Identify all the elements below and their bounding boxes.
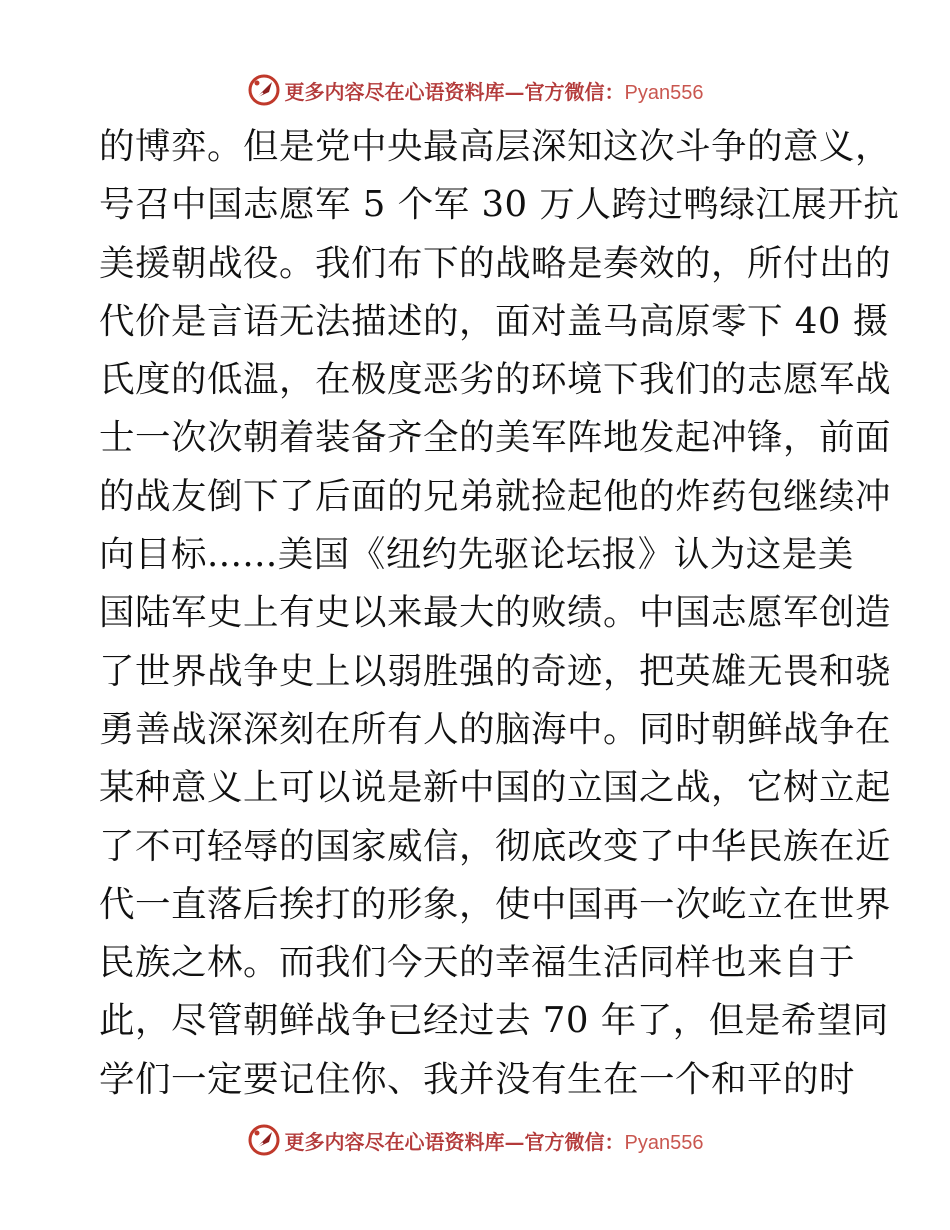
footer-watermark: [0, 1120, 950, 1160]
quill-logo-icon: [247, 1123, 281, 1157]
text-line: 某种意义上可以说是新中国的立国之战，它树立起: [99, 767, 892, 809]
text-line: 代价是言语无法描述的，面对盖马高原零下 40 摄: [99, 300, 889, 342]
text-line: 民族之林。而我们今天的幸福生活同样也来自于: [99, 942, 856, 984]
body-text: [99, 118, 900, 1109]
watermark-handle: Pyan556: [624, 1131, 704, 1154]
quill-logo-icon: [247, 73, 281, 107]
watermark-text: 更多内容尽在心语资料库—官方微信：Pyan556: [284, 79, 704, 104]
text-line: 氏度的低温，在极度恶劣的环境下我们的志愿军战: [99, 359, 892, 401]
text-line: 了不可轻辱的国家威信，彻底改变了中华民族在近: [99, 825, 892, 867]
text-line: 士一次次朝着装备齐全的美军阵地发起冲锋，前面: [99, 417, 892, 459]
text-line: 学们一定要记住你、我并没有生在一个和平的时: [99, 1058, 856, 1100]
watermark-handle: Pyan556: [624, 81, 704, 104]
header-watermark: [0, 70, 950, 110]
text-line: 的博弈。但是党中央最高层深知这次斗争的意义，: [99, 126, 892, 167]
watermark-text: 更多内容尽在心语资料库—官方微信：Pyan556: [284, 1129, 704, 1154]
text-line: 的战友倒下了后面的兄弟就捡起他的炸药包继续冲: [99, 475, 892, 517]
text-line: 代一直落后挨打的形象，使中国再一次屹立在世界: [99, 883, 892, 925]
text-line: 勇善战深深刻在所有人的脑海中。同时朝鲜战争在: [99, 708, 892, 750]
text-line: 此，尽管朝鲜战争已经过去 70 年了，但是希望同: [99, 1000, 889, 1042]
text-line: 了世界战争史上以弱胜强的奇迹，把英雄无畏和骁: [99, 650, 892, 692]
text-line: 号召中国志愿军 5 个军 30 万人跨过鸭绿江展开抗: [99, 184, 900, 226]
text-line: 向目标......美国《纽约先驱论坛报》认为这是美: [99, 534, 854, 576]
text-line: 国陆军史上有史以来最大的败绩。中国志愿军创造: [99, 592, 892, 634]
text-line: 美援朝战役。我们布下的战略是奏效的，所付出的: [99, 242, 892, 284]
